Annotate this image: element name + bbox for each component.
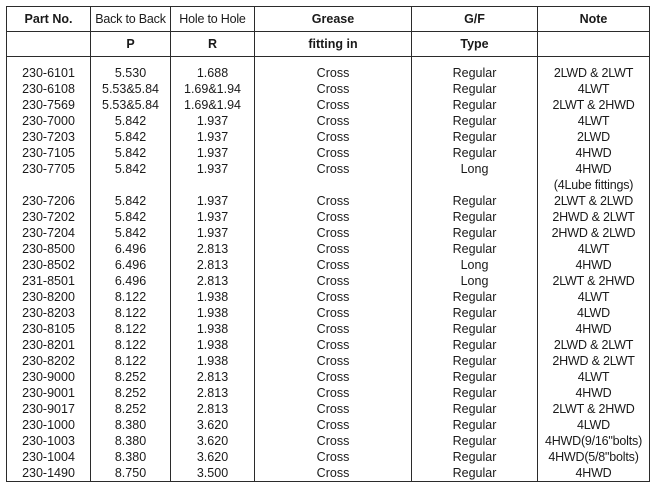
grease-fitting-cell: Cross bbox=[255, 433, 412, 449]
grease-fitting-cell: Cross bbox=[255, 305, 412, 321]
note-cell: 4HWD bbox=[538, 161, 650, 177]
gf-type-cell: Regular bbox=[412, 305, 538, 321]
table-row bbox=[7, 129, 650, 145]
part-no-cell: 230-7203 bbox=[7, 129, 91, 145]
part-no-cell: 230-7206 bbox=[7, 193, 91, 209]
gf-type-cell: Regular bbox=[412, 433, 538, 449]
table-row bbox=[7, 209, 650, 225]
part-no-cell: 230-7105 bbox=[7, 145, 91, 161]
note-cell: 4HWD bbox=[538, 257, 650, 273]
col-header-back-to-back: Back to Back bbox=[91, 7, 171, 32]
note-cell: 4LWT bbox=[538, 369, 650, 385]
gf-type-cell: Regular bbox=[412, 113, 538, 129]
part-no-cell: 230-9017 bbox=[7, 401, 91, 417]
hole-to-hole-cell: 1.937 bbox=[171, 113, 255, 129]
part-no-cell bbox=[7, 177, 91, 193]
back-to-back-cell: 5.53&5.84 bbox=[91, 81, 171, 97]
table-row bbox=[7, 337, 650, 353]
grease-fitting-cell: Cross bbox=[255, 337, 412, 353]
grease-fitting-cell: Cross bbox=[255, 353, 412, 369]
grease-fitting-cell: Cross bbox=[255, 369, 412, 385]
gf-type-cell bbox=[412, 177, 538, 193]
grease-fitting-cell: Cross bbox=[255, 417, 412, 433]
note-cell: 4HWD(5/8"bolts) bbox=[538, 449, 650, 465]
part-no-cell: 230-8203 bbox=[7, 305, 91, 321]
note-cell: 4HWD bbox=[538, 385, 650, 401]
back-to-back-cell: 5.842 bbox=[91, 193, 171, 209]
hole-to-hole-cell: 2.813 bbox=[171, 241, 255, 257]
note-cell: 4LWD bbox=[538, 417, 650, 433]
hole-to-hole-cell: 1.938 bbox=[171, 289, 255, 305]
hole-to-hole-cell: 2.813 bbox=[171, 273, 255, 289]
part-no-cell: 230-8200 bbox=[7, 289, 91, 305]
grease-fitting-cell bbox=[255, 177, 412, 193]
part-no-cell: 230-8105 bbox=[7, 321, 91, 337]
table-row bbox=[7, 97, 650, 113]
back-to-back-cell: 6.496 bbox=[91, 241, 171, 257]
col-subheader-p: P bbox=[91, 32, 171, 57]
back-to-back-cell: 8.252 bbox=[91, 385, 171, 401]
back-to-back-cell: 6.496 bbox=[91, 257, 171, 273]
grease-fitting-cell: Cross bbox=[255, 113, 412, 129]
part-no-cell: 230-8202 bbox=[7, 353, 91, 369]
table-row bbox=[7, 433, 650, 449]
hole-to-hole-cell: 1.69&1.94 bbox=[171, 97, 255, 113]
gf-type-cell: Regular bbox=[412, 289, 538, 305]
grease-fitting-cell: Cross bbox=[255, 449, 412, 465]
gf-type-cell: Regular bbox=[412, 129, 538, 145]
note-cell: 2HWD & 2LWD bbox=[538, 225, 650, 241]
part-no-cell: 230-7569 bbox=[7, 97, 91, 113]
hole-to-hole-cell bbox=[171, 177, 255, 193]
table-row bbox=[7, 145, 650, 161]
back-to-back-cell: 8.122 bbox=[91, 353, 171, 369]
hole-to-hole-cell: 1.937 bbox=[171, 129, 255, 145]
table-row bbox=[7, 225, 650, 241]
note-cell: 4LWT bbox=[538, 241, 650, 257]
back-to-back-cell bbox=[91, 177, 171, 193]
grease-fitting-cell: Cross bbox=[255, 81, 412, 97]
part-no-cell: 230-1004 bbox=[7, 449, 91, 465]
hole-to-hole-cell: 1.937 bbox=[171, 161, 255, 177]
gf-type-cell: Regular bbox=[412, 193, 538, 209]
hole-to-hole-cell: 1.937 bbox=[171, 193, 255, 209]
grease-fitting-cell: Cross bbox=[255, 401, 412, 417]
note-cell: 2LWT & 2HWD bbox=[538, 97, 650, 113]
gf-type-cell: Long bbox=[412, 273, 538, 289]
back-to-back-cell: 8.750 bbox=[91, 465, 171, 482]
hole-to-hole-cell: 1.938 bbox=[171, 337, 255, 353]
gf-type-cell: Regular bbox=[412, 385, 538, 401]
note-cell: 4LWT bbox=[538, 81, 650, 97]
part-no-cell: 230-6101 bbox=[7, 65, 91, 81]
hole-to-hole-cell: 2.813 bbox=[171, 257, 255, 273]
part-no-cell: 230-7705 bbox=[7, 161, 91, 177]
col-subheader-fitting-in: fitting in bbox=[255, 32, 412, 57]
note-cell: 4LWT bbox=[538, 289, 650, 305]
gf-type-cell: Long bbox=[412, 257, 538, 273]
hole-to-hole-cell: 1.938 bbox=[171, 321, 255, 337]
hole-to-hole-cell: 2.813 bbox=[171, 385, 255, 401]
gf-type-cell: Regular bbox=[412, 337, 538, 353]
grease-fitting-cell: Cross bbox=[255, 321, 412, 337]
col-header-part-no: Part No. bbox=[7, 7, 91, 32]
grease-fitting-cell: Cross bbox=[255, 465, 412, 482]
back-to-back-cell: 8.122 bbox=[91, 289, 171, 305]
hole-to-hole-cell: 1.937 bbox=[171, 225, 255, 241]
hole-to-hole-cell: 1.937 bbox=[171, 145, 255, 161]
part-no-cell: 230-1490 bbox=[7, 465, 91, 482]
grease-fitting-cell: Cross bbox=[255, 225, 412, 241]
hole-to-hole-cell: 1.938 bbox=[171, 305, 255, 321]
gf-type-cell: Regular bbox=[412, 353, 538, 369]
back-to-back-cell: 8.122 bbox=[91, 337, 171, 353]
note-cell: 4HWD bbox=[538, 321, 650, 337]
gf-type-cell: Regular bbox=[412, 81, 538, 97]
grease-fitting-cell: Cross bbox=[255, 65, 412, 81]
note-cell: 2LWD bbox=[538, 129, 650, 145]
back-to-back-cell: 8.122 bbox=[91, 321, 171, 337]
table-row bbox=[7, 161, 650, 177]
back-to-back-cell: 8.252 bbox=[91, 401, 171, 417]
table-row bbox=[7, 417, 650, 433]
table-row bbox=[7, 305, 650, 321]
table-row bbox=[7, 193, 650, 209]
note-cell: 2LWD & 2LWT bbox=[538, 337, 650, 353]
spacer-cell bbox=[91, 57, 171, 66]
spacer-cell bbox=[171, 57, 255, 66]
back-to-back-cell: 5.842 bbox=[91, 145, 171, 161]
back-to-back-cell: 5.842 bbox=[91, 225, 171, 241]
hole-to-hole-cell: 1.688 bbox=[171, 65, 255, 81]
table-row bbox=[7, 241, 650, 257]
hole-to-hole-cell: 3.500 bbox=[171, 465, 255, 482]
col-subheader-note-empty bbox=[538, 32, 650, 57]
hole-to-hole-cell: 3.620 bbox=[171, 417, 255, 433]
back-to-back-cell: 5.842 bbox=[91, 161, 171, 177]
part-no-cell: 231-8501 bbox=[7, 273, 91, 289]
part-no-cell: 230-8500 bbox=[7, 241, 91, 257]
grease-fitting-cell: Cross bbox=[255, 97, 412, 113]
note-cell: 4HWD bbox=[538, 465, 650, 482]
back-to-back-cell: 8.380 bbox=[91, 433, 171, 449]
col-header-hole-to-hole: Hole to Hole bbox=[171, 7, 255, 32]
table-row bbox=[7, 321, 650, 337]
part-no-cell: 230-7202 bbox=[7, 209, 91, 225]
table-header bbox=[7, 7, 650, 57]
col-header-gf: G/F bbox=[412, 7, 538, 32]
note-cell: 4HWD bbox=[538, 145, 650, 161]
part-no-cell: 230-7000 bbox=[7, 113, 91, 129]
gf-type-cell: Regular bbox=[412, 449, 538, 465]
gf-type-cell: Regular bbox=[412, 225, 538, 241]
note-cell: 4LWD bbox=[538, 305, 650, 321]
hole-to-hole-cell: 2.813 bbox=[171, 401, 255, 417]
gf-type-cell: Regular bbox=[412, 241, 538, 257]
grease-fitting-cell: Cross bbox=[255, 385, 412, 401]
back-to-back-cell: 5.842 bbox=[91, 209, 171, 225]
table-row bbox=[7, 401, 650, 417]
gf-type-cell: Regular bbox=[412, 97, 538, 113]
back-to-back-cell: 8.380 bbox=[91, 417, 171, 433]
gf-type-cell: Regular bbox=[412, 417, 538, 433]
note-cell: 2HWD & 2LWT bbox=[538, 209, 650, 225]
table-row bbox=[7, 177, 650, 193]
col-subheader-type: Type bbox=[412, 32, 538, 57]
spacer-row bbox=[7, 57, 650, 66]
back-to-back-cell: 8.252 bbox=[91, 369, 171, 385]
gf-type-cell: Regular bbox=[412, 401, 538, 417]
note-cell: 2HWD & 2LWT bbox=[538, 353, 650, 369]
grease-fitting-cell: Cross bbox=[255, 257, 412, 273]
table-row bbox=[7, 465, 650, 482]
grease-fitting-cell: Cross bbox=[255, 161, 412, 177]
gf-type-cell: Regular bbox=[412, 65, 538, 81]
table-row bbox=[7, 449, 650, 465]
back-to-back-cell: 8.122 bbox=[91, 305, 171, 321]
back-to-back-cell: 5.842 bbox=[91, 129, 171, 145]
part-no-cell: 230-8201 bbox=[7, 337, 91, 353]
gf-type-cell: Regular bbox=[412, 209, 538, 225]
note-cell: 2LWT & 2HWD bbox=[538, 401, 650, 417]
spacer-cell bbox=[412, 57, 538, 66]
grease-fitting-cell: Cross bbox=[255, 193, 412, 209]
note-cell: 2LWD & 2LWT bbox=[538, 65, 650, 81]
table-row bbox=[7, 113, 650, 129]
grease-fitting-cell: Cross bbox=[255, 209, 412, 225]
gf-type-cell: Long bbox=[412, 161, 538, 177]
hole-to-hole-cell: 1.69&1.94 bbox=[171, 81, 255, 97]
table-body bbox=[7, 57, 650, 482]
header-row-2 bbox=[7, 32, 650, 57]
spec-table bbox=[6, 6, 650, 482]
spacer-cell bbox=[255, 57, 412, 66]
back-to-back-cell: 8.380 bbox=[91, 449, 171, 465]
col-header-grease: Grease bbox=[255, 7, 412, 32]
note-cell: 4LWT bbox=[538, 113, 650, 129]
hole-to-hole-cell: 1.937 bbox=[171, 209, 255, 225]
hole-to-hole-cell: 2.813 bbox=[171, 369, 255, 385]
back-to-back-cell: 5.53&5.84 bbox=[91, 97, 171, 113]
table-row bbox=[7, 257, 650, 273]
table-row bbox=[7, 273, 650, 289]
hole-to-hole-cell: 3.620 bbox=[171, 449, 255, 465]
back-to-back-cell: 6.496 bbox=[91, 273, 171, 289]
part-no-cell: 230-9001 bbox=[7, 385, 91, 401]
spacer-cell bbox=[538, 57, 650, 66]
note-cell: 2LWT & 2LWD bbox=[538, 193, 650, 209]
part-no-cell: 230-1000 bbox=[7, 417, 91, 433]
table-row bbox=[7, 81, 650, 97]
header-row-1 bbox=[7, 7, 650, 32]
back-to-back-cell: 5.530 bbox=[91, 65, 171, 81]
col-header-note: Note bbox=[538, 7, 650, 32]
part-no-cell: 230-6108 bbox=[7, 81, 91, 97]
grease-fitting-cell: Cross bbox=[255, 145, 412, 161]
grease-fitting-cell: Cross bbox=[255, 273, 412, 289]
grease-fitting-cell: Cross bbox=[255, 289, 412, 305]
part-no-cell: 230-9000 bbox=[7, 369, 91, 385]
hole-to-hole-cell: 3.620 bbox=[171, 433, 255, 449]
part-no-cell: 230-1003 bbox=[7, 433, 91, 449]
gf-type-cell: Regular bbox=[412, 465, 538, 482]
part-no-cell: 230-8502 bbox=[7, 257, 91, 273]
table-row bbox=[7, 289, 650, 305]
grease-fitting-cell: Cross bbox=[255, 241, 412, 257]
back-to-back-cell: 5.842 bbox=[91, 113, 171, 129]
grease-fitting-cell: Cross bbox=[255, 129, 412, 145]
table-row bbox=[7, 353, 650, 369]
table-row bbox=[7, 65, 650, 81]
spacer-cell bbox=[7, 57, 91, 66]
gf-type-cell: Regular bbox=[412, 321, 538, 337]
note-cell: (4Lube fittings) bbox=[538, 177, 650, 193]
note-cell: 2LWT & 2HWD bbox=[538, 273, 650, 289]
col-subheader-r: R bbox=[171, 32, 255, 57]
gf-type-cell: Regular bbox=[412, 369, 538, 385]
col-subheader-part-no-empty bbox=[7, 32, 91, 57]
gf-type-cell: Regular bbox=[412, 145, 538, 161]
table-row bbox=[7, 385, 650, 401]
hole-to-hole-cell: 1.938 bbox=[171, 353, 255, 369]
table-row bbox=[7, 369, 650, 385]
note-cell: 4HWD(9/16"bolts) bbox=[538, 433, 650, 449]
part-no-cell: 230-7204 bbox=[7, 225, 91, 241]
